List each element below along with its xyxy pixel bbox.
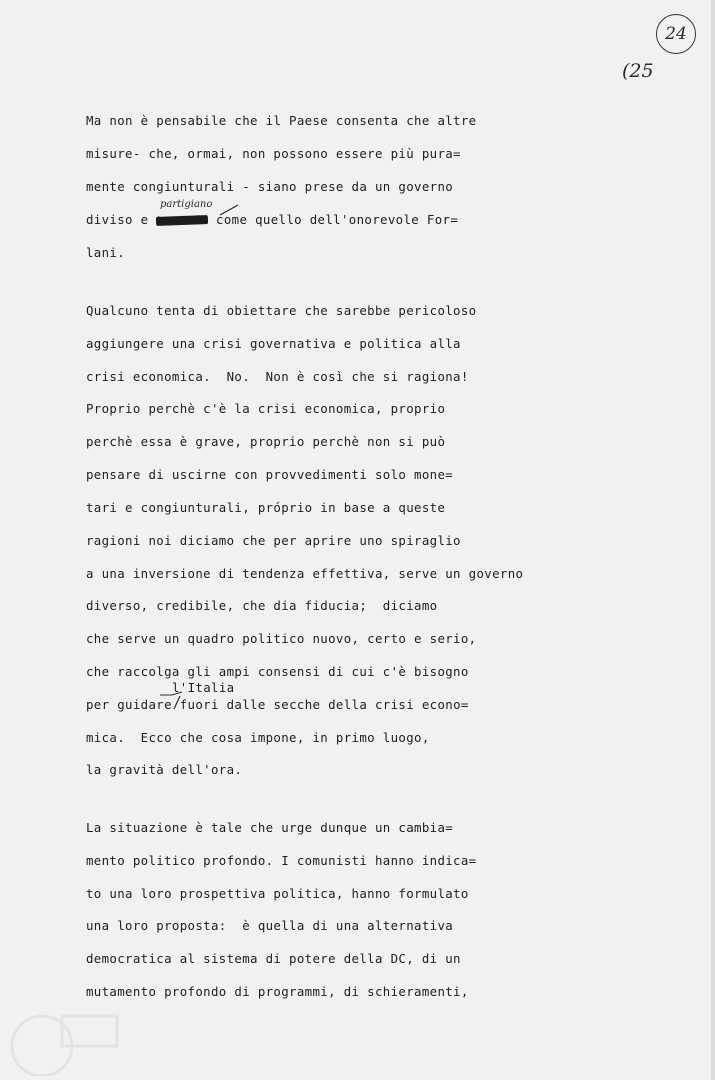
text-segment: per guidare (86, 697, 172, 712)
text-line: tari e congiunturali, próprio in base a queste (86, 500, 446, 515)
text-line: Qualcuno tenta di obiettare che sarebbe pericoloso (86, 303, 477, 318)
text-line: democratica al sistema di potere della DC, di un (86, 951, 461, 966)
text-line: misure- che, ormai, non possono essere più pura= (86, 146, 461, 161)
circled-page-number: 24 (656, 14, 696, 54)
text-line: mente congiunturali - siano prese da un governo (86, 179, 454, 194)
text-line: mutamento profondo di programmi, di schieramenti, (86, 984, 469, 999)
text-line: Proprio perchè c'è la crisi economica, proprio (86, 401, 446, 416)
text-line: che serve un quadro politico nuovo, certo e serio, (86, 631, 477, 646)
corrected-line (86, 212, 458, 228)
text-line: Ma non è pensabile che il Paese consenta che altre (86, 113, 477, 128)
text-segment: diviso e (86, 212, 157, 227)
text-line: che raccolga gli ampi consensi di cui c'è bisogno (86, 664, 469, 679)
text-line: aggiungere una crisi governativa e politica alla (86, 336, 461, 351)
text-line: perchè essa è grave, proprio perchè non si può (86, 434, 446, 449)
text-line: La situazione è tale che urge dunque un cambia= (86, 820, 454, 835)
text-line: diverso, credibile, che dia fiducia; diciamo (86, 598, 438, 613)
text-line: to una loro prospettiva politica, hanno formulato (86, 886, 469, 901)
text-line: lani. (86, 245, 126, 260)
text-line: una loro proposta: è quella di una alternativa (86, 918, 454, 933)
text-line: pensare di uscirne con provvedimenti solo mone= (86, 467, 454, 482)
text-line: la gravità dell'ora. (86, 762, 243, 777)
text-segment: come quello dell'onorevole For= (208, 212, 459, 227)
faint-archive-stamp (2, 996, 122, 1076)
text-line: ragioni noi diciamo che per aprire uno spiraglio (86, 533, 461, 548)
typed-insertion: l'Italia (172, 680, 235, 695)
text-segment: fuori dalle secche della crisi econo= (171, 697, 469, 712)
page-edge (711, 0, 715, 1080)
correction-caret-mark (218, 203, 240, 217)
handwritten-page-number: (25 (622, 60, 654, 82)
text-line-with-insertion (86, 697, 469, 713)
struck-out-word: impotente (156, 214, 209, 226)
handwritten-correction: partigiano (160, 199, 213, 210)
text-line: crisi economica. No. Non è così che si ragiona! (86, 369, 469, 384)
text-line: mento politico profondo. I comunisti hanno indica= (86, 853, 477, 868)
text-line: mica. Ecco che cosa impone, in primo luogo, (86, 730, 430, 745)
text-line: a una inversione di tendenza effettiva, serve un governo (86, 566, 524, 581)
